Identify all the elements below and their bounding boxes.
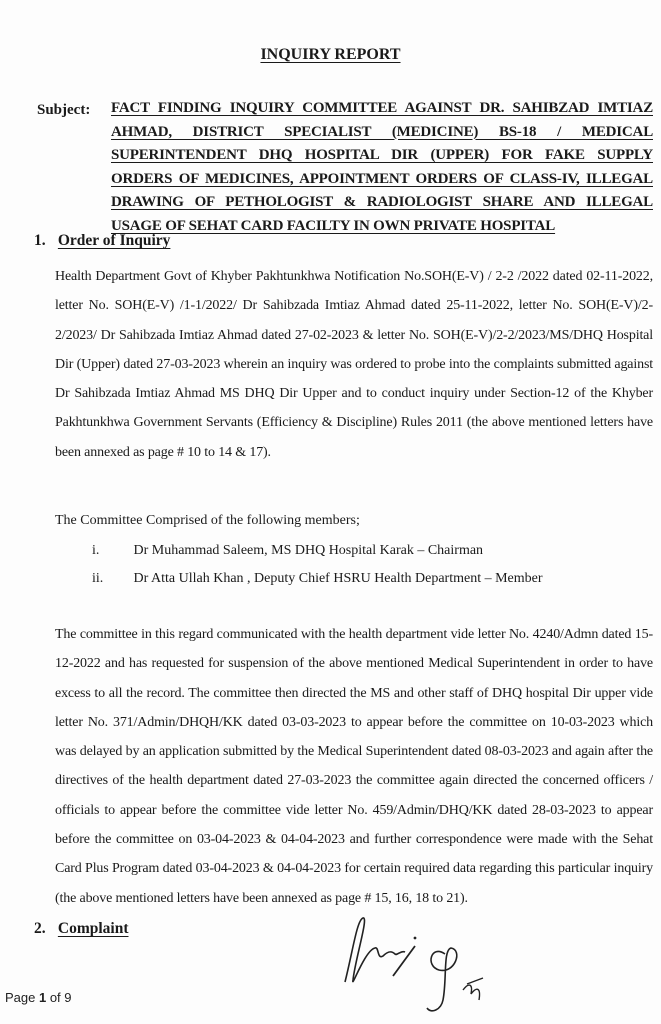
signature-stroke-4 — [463, 978, 483, 1000]
subject-label: Subject: — [37, 102, 91, 118]
committee-proceedings-paragraph: The committee in this regard communicated with the health department vide letter No. 4240/Admn dated 15-12-2022 and has requested for suspension of the above mentioned Medical Superintendent in order to have excess to all the record. The committee then directed the MS and other staff of DHQ hospital Dir upper vide letter No. 371/Admin/DHQH/KK dated 03-03-2023 to appear before the committee on 10-03-2023 which was delayed by an application submitted by the Medical Superintendent dated 08-03-2023 and again after the directives of the health department dated 27-03-2023 the committee again directed the concerned officers / officials to appear before the committee vide letter No. 459/Admin/DHQ/KK dated 28-03-2023 to appear before the committee on 03-04-2023 & 04-04-2023 and further correspondence were made with the Sehat Card Plus Program dated 03-04-2023 & 04-04-2023 for certain required data regarding this particular inquiry (the above mentioned letters have been annexed as page # 15, 16, 18 to 21). — [55, 627, 653, 906]
committee-member — [92, 543, 483, 559]
member-text: Dr Atta Ullah Khan , Deputy Chief HSRU Health Department – Member — [133, 571, 543, 586]
signature-stroke-3 — [427, 948, 457, 1011]
subject-text: FACT FINDING INQUIRY COMMITTEE AGAINST DR. SAHIBZAD IMTIAZ AHMAD, DISTRICT SPECIALIST (MEDICINE) BS-18 / MEDICAL SUPERINTENDENT DHQ HOSPITAL DIR (UPPER) FOR FAKE SUPPLY ORDERS OF MEDICINES, APPOINTMENT ORDERS OF CLASS-IV, ILLEGAL DRAWING OF PETHOLOGIST & RADIOLOGIST SHARE AND ILLEGAL USAGE OF SEHAT CARD FACILTY IN OWN PRIVATE HOSPITAL — [111, 100, 653, 234]
handwritten-signature — [335, 910, 535, 1020]
page-footer: Page 1 of 9 — [5, 990, 72, 1005]
committee-member — [92, 571, 543, 587]
current-page-number: 1 — [38, 990, 47, 1005]
order-of-inquiry-paragraph: Health Department Govt of Khyber Pakhtunkhwa Notification No.SOH(E-V) / 2-2 /2022 dated 02-11-2022, letter No. SOH(E-V) /1-1/2022/ Dr Sahibzada Imtiaz Ahmad dated 25-11-2022, letter No. SOH(E-V)/2-2/2023/ Dr Sahibzada Imtiaz Ahmad dated 27-02-2023 & letter No. SOH(E-V)/2-2/2023/MS/DHQ Hospital Dir (Upper) dated 27-03-2023 wherein an inquiry was ordered to probe into the complaints submitted against Dr Sahibzada Imtiaz Ahmad MS DHQ Dir Upper and to conduct inquiry under Section-12 of the Khyber Pakhtunkhwa Government Servants (Efficiency & Discipline) Rules 2011 (the above mentioned letters have been annexed as page # 10 to 14 & 17). — [55, 269, 653, 460]
signature-dot — [414, 937, 417, 940]
section-heading-order-of-inquiry — [34, 232, 170, 250]
member-numeral: ii. — [92, 571, 104, 586]
section-heading-complaint — [34, 920, 129, 938]
section-number: 2. — [34, 920, 46, 937]
member-text: Dr Muhammad Saleem, MS DHQ Hospital Karak – Chairman — [133, 543, 484, 558]
signature-stroke-2 — [393, 946, 415, 976]
section-title: Order of Inquiry — [57, 232, 171, 249]
member-numeral: i. — [92, 543, 100, 558]
section-number: 1. — [34, 232, 46, 249]
total-pages: 9 — [64, 990, 72, 1005]
section-title: Complaint — [57, 920, 129, 937]
members-intro: The Committee Comprised of the following members; — [55, 513, 360, 528]
report-title: INQUIRY REPORT — [260, 46, 401, 63]
